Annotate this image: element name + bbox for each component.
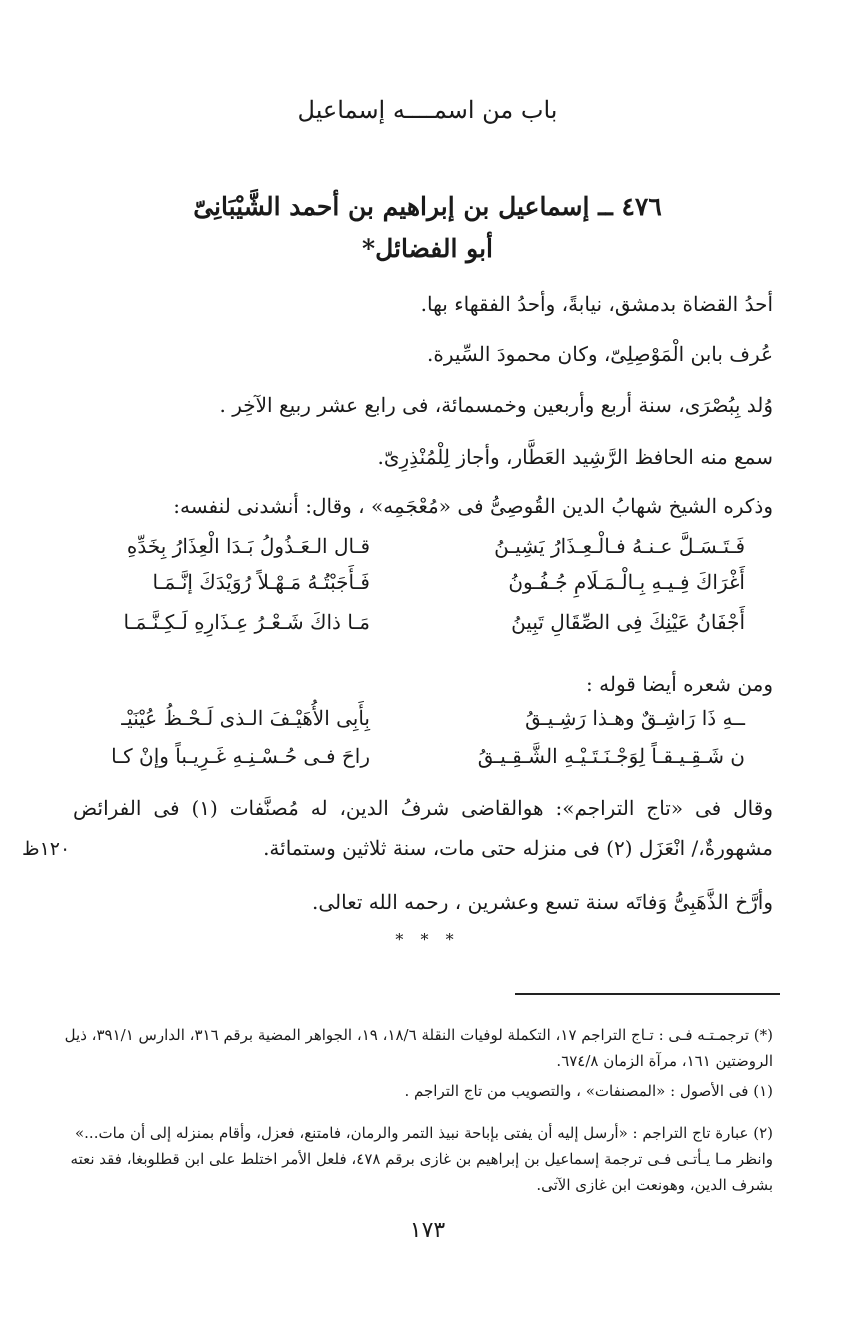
dhahabi-paragraph: وأرَّخ الذَّهَبِىُّ وَفاتَه سنة تسع وعشرين ، رحمه الله تعالى. — [311, 890, 773, 914]
taj-paragraph-line: وقال فى «تاج التراجم»: هوالقاضى شرفُ الدين، له مُصنَّفات (١) فى الفرائض — [73, 796, 773, 820]
verse-hemistich: ن شَـقِـيـقـاً لِوَجْـنَـتَـيْـهِ الشَّـقِـيـقُ — [477, 744, 745, 768]
verse-hemistich: مَـا ذاكَ شَـعْـرُ عِـذَارِهِ لَـكِـنَّـمَـا — [123, 610, 370, 634]
margin-folio-note: ١٢٠ظ — [22, 838, 71, 860]
entry-title: ٤٧٦ ــ إسماعيل بن إبراهيم بن أحمد الشَّيْبَانِىّ — [193, 192, 662, 221]
paragraph: وُلد بِبُصْرَى، سنة أربع وأربعين وخمسمائة، فى رابع عشر ربيع الآخِر . — [219, 393, 773, 417]
paragraph: عُرف بابن الْمَوْصِلِىّ، وكان محمودَ السِّيرة. — [427, 342, 773, 366]
page-number: ١٧٣ — [409, 1218, 446, 1243]
footnote: (٢) عبارة تاج التراجم : «أرسل إليه أن يفتى بإباحة نبيذ التمر والرمان، فامتنع، فعزل، وأقام بمنزله إلى أن مات...» وانظر مـا يـأتـى فـى ترجمة إسماعيل بن إبراهيم بن غازى برقم ٤٧٨، فلعل الأمر اختلط على ابن قطلوبغا، فقد نعته بشرف الدين، وهونعت ابن غازى الآتى. — [70, 1124, 773, 1194]
paragraph: وذكره الشيخ شهابُ الدين القُوصِىُّ فى «مُعْجَمِه» ، وقال: أنشدنى لنفسه: — [173, 494, 773, 518]
verse-hemistich: فَـأَجَبْتُـهُ مَـهْـلاً رُوَيْدَكَ إنَّـمَـا — [152, 570, 370, 594]
chapter-title: باب من اسمــــه إسماعيل — [297, 96, 558, 124]
verse-hemistich: راحَ فـى حُـسْـنِـهِ غَـرِيـباً وإنْ كـا — [111, 744, 370, 768]
poem-2-intro: ومن شعره أيضا قوله : — [586, 672, 773, 696]
verse-hemistich: قـال الـعَـذُولُ بَـدَا الْعِذَارُ بِخَدِّهِ — [126, 534, 370, 558]
verse-hemistich: أَجْفَانُ عَيْنِكَ فِى الصِّقَالِ تَبِينُ — [511, 610, 745, 634]
paragraph: أحدُ القضاة بدمشق، نيابةً، وأحدُ الفقهاء بها. — [420, 292, 773, 316]
paragraph: سمع منه الحافظ الرَّشِيد العَطَّار، وأجاز لِلْمُنْذِرِىّ. — [377, 445, 773, 469]
footnote: (١) فى الأصول : «المصنفات» ، والتصويب من تاج التراجم . — [404, 1082, 773, 1100]
verse-hemistich: ــهِ ذَا رَاشِـقٌ وهـذا رَشِـيـقُ — [525, 706, 745, 730]
entry-subtitle: أبو الفضائل* — [362, 234, 493, 263]
footnote-rule — [515, 993, 780, 995]
footnote: (*) ترجمـتـه فـى : تـاج التراجم ١٧، التكملة لوفيات النقلة ١٨/٦، ١٩، الجواهر المضية برقم ٣١٦، الدارس ٣٩١/١، ذيل الروضتين ١٦١، مرآة الزمان ٦٧٤/٨. — [64, 1026, 773, 1070]
verse-hemistich: فَـتَـسَـلَّ عـنـهُ فـالْـعِـذَارُ يَشِيـنُ — [494, 534, 745, 558]
taj-paragraph-line: مشهورةٌ،/ انْعَزَل (٢) فى منزله حتى مات، سنة ثلاثين وستمائة. — [263, 836, 773, 860]
verse-hemistich: أَغْرَاكَ فِـيـهِ بِـالْـمَـلَامِ جُـفُـونُ — [508, 570, 745, 594]
section-divider-stars: * * * — [395, 930, 460, 949]
verse-hemistich: بِأَبِى الأُهَيْـفَ الـذى لَـحْـظُ عُيْنَيْـ — [121, 706, 370, 730]
